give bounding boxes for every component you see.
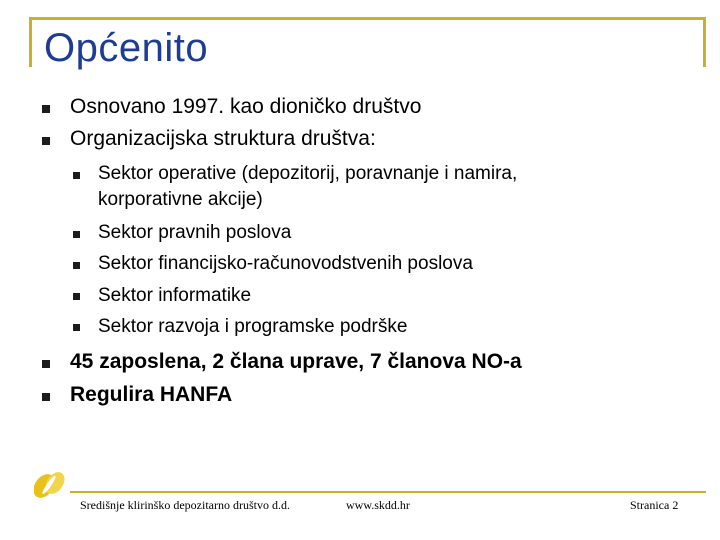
- bullet-item: Osnovano 1997. kao dioničko društvo: [70, 95, 422, 118]
- bullet-square-icon: [73, 172, 80, 179]
- sub-bullet-item-continuation: korporativne akcije): [98, 189, 263, 210]
- bold-bullet-item: 45 zaposlena, 2 člana uprave, 7 članova NO-a: [70, 350, 522, 373]
- slide-title: Općenito: [44, 26, 209, 70]
- bullet-square-icon: [42, 360, 50, 368]
- bullet-item: Organizacijska struktura društva:: [70, 127, 376, 150]
- bullet-square-icon: [73, 324, 80, 331]
- footer-organization: Središnje klirinško depozitarno društvo d.d.: [80, 498, 290, 512]
- bullet-square-icon: [42, 137, 50, 145]
- footer-divider: [70, 491, 706, 493]
- bold-bullet-item: Regulira HANFA: [70, 383, 233, 406]
- sub-bullet-item: Sektor pravnih poslova: [98, 222, 292, 243]
- footer-website-link[interactable]: www.skdd.hr: [346, 498, 410, 512]
- sub-bullet-item: Sektor operative (depozitorij, poravnanje i namira,: [98, 163, 518, 184]
- sub-bullet-item: Sektor razvoja i programske podrške: [98, 316, 408, 337]
- frame-top-border: [29, 17, 706, 20]
- frame-right-border: [703, 17, 706, 67]
- frame-left-border: [29, 17, 32, 67]
- skdd-logo-icon: [34, 466, 68, 502]
- sub-bullet-item: Sektor financijsko-računovodstvenih poslova: [98, 253, 473, 274]
- sub-bullet-item: Sektor informatike: [98, 285, 252, 306]
- bullet-square-icon: [42, 393, 50, 401]
- bullet-square-icon: [73, 293, 80, 300]
- bullet-square-icon: [42, 105, 50, 113]
- footer-page-number: Stranica 2: [630, 498, 679, 512]
- bullet-square-icon: [73, 231, 80, 238]
- bullet-square-icon: [73, 262, 80, 269]
